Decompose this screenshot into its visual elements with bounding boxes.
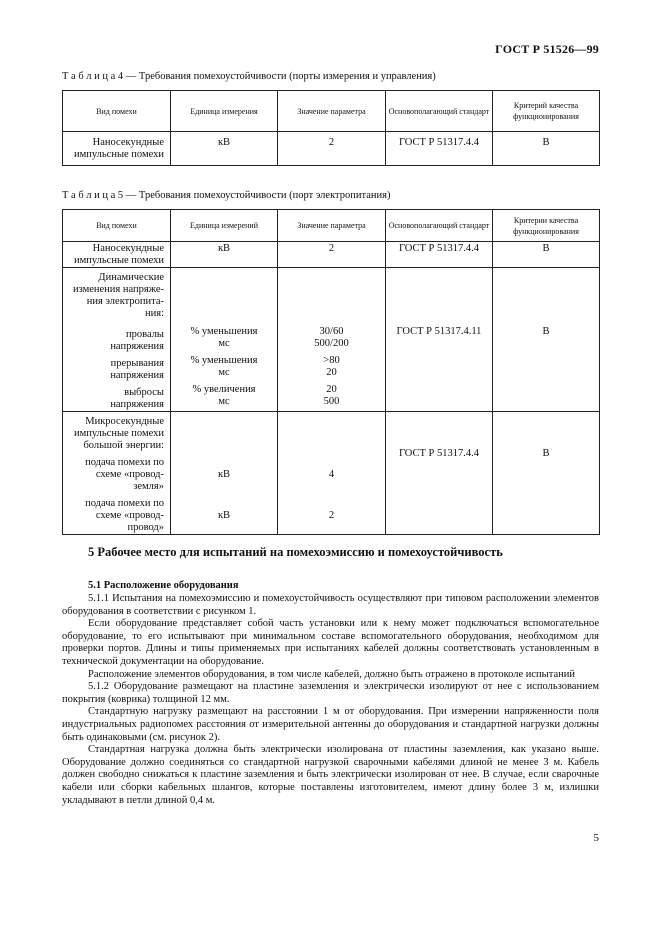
row2-sub2-val2: 20 [326, 367, 337, 378]
paragraph: 5.1.2 Оборудование размещают на пластине заземления и электрически изолируют от нее с использованием покрытия (коврика) толщиной 12 мм. [62, 681, 599, 705]
table5-row2-value [278, 268, 386, 412]
paragraph: Стандартная нагрузка должна быть электрически изолирована от пластины заземления, как указано выше. Оборудование должно соединяться со стандартной нагрузкой сварочными кабелями длиной не менее 3 м. Кабель должен свободно снижаться к пластине заземления и быть электрически изолирован от нее. В случае, если сварочные кабели или сборки кабельных шлангов, которые поставлены изготовителем, имеют длину более 3 м, излишки укладывают в петли длиной 0,4 м. [62, 744, 599, 806]
table5-header-criterion: Критерии качества функционирования [493, 210, 600, 242]
section-title: 5 Рабочее место для испытаний на помехоэмиссию и помехоустойчивость [88, 545, 503, 559]
subsection-title: 5.1 Расположение оборудования [88, 580, 239, 591]
table4-header-unit: Единица измерения [171, 91, 278, 132]
table5-caption: Т а б л и ц а 5 — Требования помехоустойчивости (порт электропитания) [62, 190, 391, 201]
row2-intro: Динамические изменения напряже- ния электропита- ния: [72, 272, 164, 319]
paragraph: Если оборудование представляет собой часть установки или к нему может подключаться вспомогательное оборудование, то его испытывают при минимальном составе вспомогательного оборудования, необходимом для проверки портов. Длины и типы применяемых при испытаниях кабелей должны соответствовать установленным в технической документации на оборудование. [62, 618, 599, 667]
table4-cell-standard: ГОСТ Р 51317.4.4 [386, 132, 493, 166]
page-number: 5 [593, 832, 599, 844]
row3-sub2-val: 2 [328, 510, 335, 521]
table5-row3-type [63, 412, 171, 535]
table5-row2-standard: ГОСТ Р 51317.4.11 [386, 268, 493, 412]
table5-row3-unit [171, 412, 278, 535]
table4-cell-unit: кВ [171, 132, 278, 166]
row3-sub1-unit: кВ [217, 469, 231, 480]
table4-header-standard: Основополагающий стандарт [386, 91, 493, 132]
table5-header-standard: Основополагающий стандарт [386, 210, 493, 242]
row2-sub1-label: провалы напряжения [110, 329, 164, 352]
row2-sub3-unit2: мс [218, 396, 230, 407]
table4-header-type: Вид помехи [63, 91, 171, 132]
table5-row3-value [278, 412, 386, 535]
table4-header-value: Значение параметра [278, 91, 386, 132]
section-body [62, 593, 599, 807]
table5-row1-value: 2 [278, 242, 386, 268]
row3-intro: Микросекундные импульсные помехи большой энергии: [73, 416, 164, 451]
row2-sub3-val1: 20 [326, 384, 337, 395]
table4-cell-value: 2 [278, 132, 386, 166]
table5-row1-criterion: В [493, 242, 600, 268]
table5-row1-type: Наносекундные импульсные помехи [63, 242, 171, 268]
table5-row2-unit [171, 268, 278, 412]
table4 [62, 90, 600, 166]
table5-row2-type [63, 268, 171, 412]
table5-header-value: Значение параметра [278, 210, 386, 242]
table5-row3-standard: ГОСТ Р 51317.4.4 [386, 412, 493, 535]
row3-sub1-val: 4 [328, 469, 335, 480]
row3-sub2-label: подача помехи по схеме «провод-провод» [85, 498, 164, 533]
paragraph: Расположение элементов оборудования, в том числе кабелей, должно быть отражено в протоколе испытаний [88, 668, 575, 680]
table4-header-criterion: Критерий качества функционирования [493, 91, 600, 132]
row3-sub1-label: подача помехи по схеме «провод-земля» [85, 457, 164, 492]
row2-sub1-val1: 30/60 [319, 326, 344, 337]
row2-sub2-label: прерывания напряжения [110, 358, 164, 381]
table5-row2-criterion: В [493, 268, 600, 412]
row2-sub3-val2: 500 [323, 396, 340, 407]
table5-header-unit: Единица измерений [171, 210, 278, 242]
table4-cell-type: Наносекундные импульсные помехи [63, 132, 171, 166]
row2-sub2-unit1: % уменьшения [190, 355, 258, 366]
table5-row1-unit: кВ [171, 242, 278, 268]
table5 [62, 209, 600, 535]
row3-sub2-unit: кВ [217, 510, 231, 521]
paragraph: 5.1.1 Испытания на помехоэмиссию и помехоустойчивость осуществляют при типовом расположении элементов оборудования в соответствии с рисунком 1. [62, 593, 599, 617]
table4-cell-criterion: В [493, 132, 600, 166]
row2-sub1-unit2: мс [218, 338, 230, 349]
row2-sub1-val2: 500/200 [314, 338, 349, 349]
row2-sub3-unit1: % увеличения [192, 384, 256, 395]
row2-sub2-val1: >80 [323, 355, 340, 366]
table5-row3-criterion: В [493, 412, 600, 535]
row2-sub2-unit2: мс [218, 367, 230, 378]
table5-header-type: Вид помехи [63, 210, 171, 242]
row2-sub1-unit1: % уменьшения [190, 326, 258, 337]
table4-caption: Т а б л и ц а 4 — Требования помехоустойчивости (порты измерения и управления) [62, 71, 436, 82]
row2-sub3-label: выбросы напряжения [110, 387, 164, 410]
table5-row1-standard: ГОСТ Р 51317.4.4 [386, 242, 493, 268]
paragraph: Стандартную нагрузку размещают на расстоянии 1 м от оборудования. При измерении напряженности поля индустриальных радиопомех расстояния от измерительной антенны до оборудования и стандартной нагрузки должны быть одинаковыми (см. рисунок 2). [62, 706, 599, 743]
document-header: ГОСТ Р 51526—99 [495, 42, 599, 56]
